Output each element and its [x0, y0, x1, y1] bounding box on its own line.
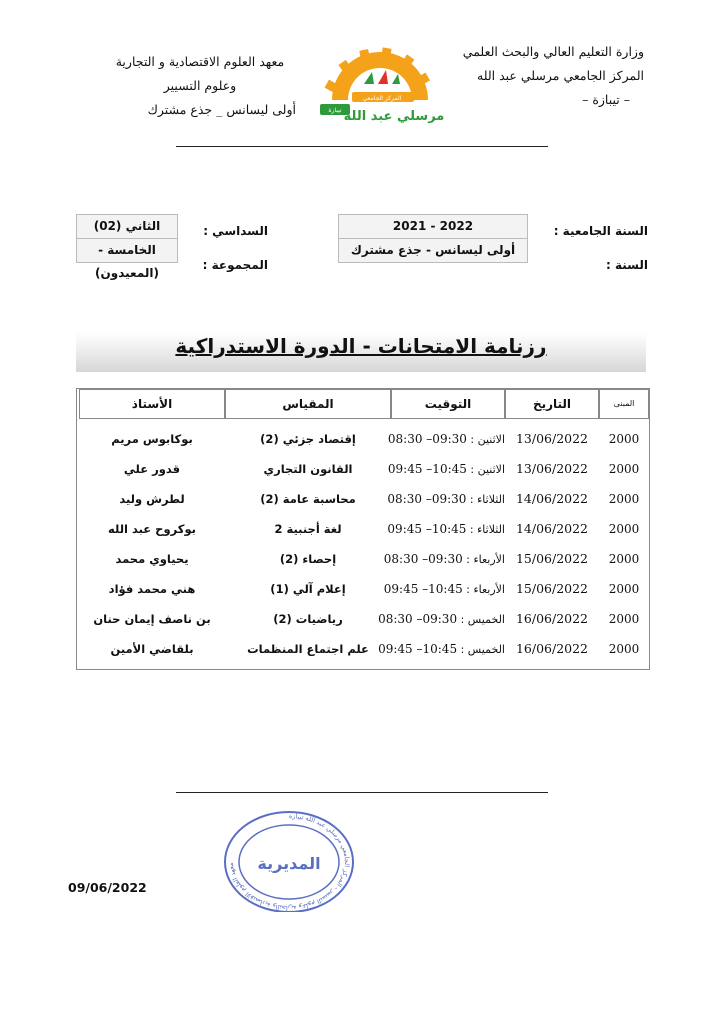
teacher-cell: بلقاضي الأمين — [110, 642, 194, 656]
day-label: الأربعاء : — [466, 583, 505, 596]
date-cell: 15/06/2022 — [515, 551, 589, 566]
subject-cell: إحصاء (2) — [279, 552, 337, 566]
stamp-center-text: المديرية — [257, 854, 321, 873]
date-cell: 13/06/2022 — [515, 461, 589, 476]
city-line: – تيبازة – — [582, 92, 630, 107]
center-line: المركز الجامعي مرسلي عبد الله — [477, 68, 644, 83]
time-cell — [383, 549, 505, 569]
date-cell: 16/06/2022 — [515, 611, 589, 626]
institute-line-2: وعلوم التسيير — [163, 78, 237, 93]
teacher-cell: قدور علي — [123, 462, 181, 476]
semester-label: السداسي : — [203, 224, 268, 238]
time-cell — [383, 579, 505, 599]
building-cell: 2000 — [608, 492, 640, 506]
time-cell — [387, 459, 505, 479]
academic-year-value: 2021 - 2022 — [392, 219, 474, 233]
institute-header — [100, 50, 300, 122]
logo-name-text: مرسلي عبد الله — [343, 109, 445, 124]
level-line: أولى ليسانس _ جذع مشترك — [147, 102, 296, 117]
time-range: 09:45 –10:45 — [383, 582, 463, 596]
time-range: 08:30 –09:30 — [387, 492, 467, 506]
ministry-line: وزارة التعليم العالي والبحث العلمي — [462, 44, 644, 59]
day-label: الاثنين : — [470, 463, 505, 476]
time-range: 08:30 –09:30 — [383, 552, 463, 566]
time-cell — [378, 639, 505, 659]
time-cell — [387, 519, 505, 539]
date-cell: 14/06/2022 — [515, 491, 589, 506]
day-label: الاثنين : — [470, 433, 505, 446]
building-cell: 2000 — [608, 552, 640, 566]
level-value: أولى ليسانس - جذع مشترك — [339, 238, 527, 262]
building-cell: 2000 — [608, 432, 640, 446]
teacher-cell: يحياوي محمد — [115, 552, 189, 566]
semester-group-box — [76, 214, 178, 280]
footer-divider — [176, 792, 548, 793]
header-date: التاريخ — [505, 389, 599, 419]
time-range: 09:45 –10:45 — [387, 522, 467, 536]
building-cell: 2000 — [608, 582, 640, 596]
subject-cell: رياضيات (2) — [273, 612, 343, 626]
day-label: الخميس : — [460, 643, 505, 656]
logo-city-text: تيبازة — [328, 107, 342, 114]
time-range: 08:30 –09:30 — [378, 612, 458, 626]
teacher-cell: لطرش وليد — [119, 492, 185, 506]
header-teacher: الأستاذ — [79, 389, 225, 419]
day-label: الثلاثاء : — [469, 523, 505, 536]
teacher-cell: بوكابوس مريم — [111, 432, 193, 446]
university-logo — [312, 42, 448, 132]
date-cell: 13/06/2022 — [515, 431, 589, 446]
directorate-stamp — [222, 808, 356, 912]
teacher-cell: بن ناصف إيمان حنان — [93, 612, 211, 626]
date-cell: 14/06/2022 — [515, 521, 589, 536]
logo-center-text: المركز الجامعي — [362, 95, 402, 102]
institute-line: معهد العلوم الاقتصادية و التجارية — [115, 54, 285, 69]
time-range: 08:30 –09:30 — [387, 432, 467, 446]
building-cell: 2000 — [608, 462, 640, 476]
subject-cell: لغة أجنبية 2 — [274, 522, 342, 536]
day-label: الثلاثاء : — [469, 493, 505, 506]
teacher-cell: بوكروح عبد الله — [108, 522, 196, 536]
group-label: المجموعة : — [202, 258, 268, 272]
header-building: المبنى — [599, 389, 649, 419]
exam-schedule-table — [76, 388, 650, 670]
building-cell: 2000 — [608, 612, 640, 626]
day-label: الأربعاء : — [466, 553, 505, 566]
subject-cell: إعلام آلي (1) — [270, 582, 346, 596]
time-range: 09:45 –10:45 — [387, 462, 467, 476]
header-divider — [176, 146, 548, 147]
teacher-cell: هني محمد فؤاد — [108, 582, 196, 596]
semester-value: الثاني (02) — [93, 219, 161, 233]
header-time: التوقيت — [391, 389, 505, 419]
document-date: 09/06/2022 — [68, 880, 147, 895]
time-cell — [387, 489, 505, 509]
stamp-ring-text: معهد العلوم الاقتصادية والتجارية وعلوم التسيير - المركز الجامعي مرسلي عبد الله تيبازة — [226, 811, 351, 912]
building-cell: 2000 — [608, 522, 640, 536]
year-level-box — [338, 214, 528, 263]
subject-cell: محاسبة عامة (2) — [260, 492, 356, 506]
group-value: الخامسة - (المعيدون) — [77, 238, 177, 262]
time-cell — [387, 429, 505, 449]
time-cell — [378, 609, 505, 629]
header-subject: المقياس — [225, 389, 391, 419]
subject-cell: علم اجتماع المنظمات — [247, 642, 369, 656]
date-cell: 16/06/2022 — [515, 641, 589, 656]
day-label: الخميس : — [460, 613, 505, 626]
subject-cell: إقتصاد جزئي (2) — [260, 432, 356, 446]
academic-year-label: السنة الجامعية : — [553, 224, 648, 238]
level-label: السنة : — [606, 258, 648, 272]
page-title: رزنامة الامتحانات - الدورة الاستدراكية — [175, 334, 547, 358]
date-cell: 15/06/2022 — [515, 581, 589, 596]
time-range: 09:45 –10:45 — [378, 642, 458, 656]
building-cell: 2000 — [608, 642, 640, 656]
subject-cell: القانون التجاري — [263, 462, 353, 476]
